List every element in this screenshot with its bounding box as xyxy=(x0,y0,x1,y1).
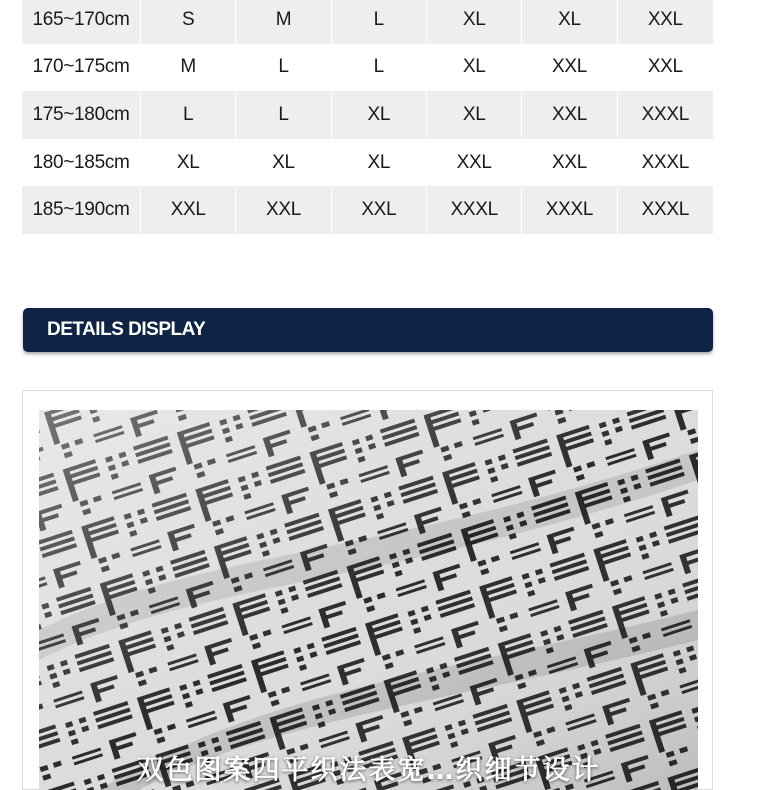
table-row xyxy=(22,0,713,44)
size-cell: XXL xyxy=(427,139,522,187)
size-chart-table xyxy=(22,0,713,234)
size-cell: XXL xyxy=(522,91,617,139)
size-cell: XL xyxy=(332,139,427,187)
details-display-banner xyxy=(23,308,713,352)
fabric-pattern-image xyxy=(39,410,698,790)
size-cell: XL xyxy=(332,91,427,139)
size-cell: XXL xyxy=(618,0,713,44)
height-cell: 185~190cm xyxy=(22,186,141,234)
size-cell: XXXL xyxy=(618,186,713,234)
size-cell: L xyxy=(332,44,427,92)
details-title: DETAILS DISPLAY xyxy=(47,319,206,340)
size-cell: XXL xyxy=(236,186,331,234)
height-cell: 170~175cm xyxy=(22,44,141,92)
size-cell: XL xyxy=(236,139,331,187)
size-cell: XXXL xyxy=(618,139,713,187)
size-cell: L xyxy=(236,44,331,92)
size-cell: XL xyxy=(522,0,617,44)
table-row xyxy=(22,186,713,234)
size-cell: XXXL xyxy=(427,186,522,234)
height-cell: 180~185cm xyxy=(22,139,141,187)
table-row xyxy=(22,91,713,139)
size-cell: XL xyxy=(141,139,236,187)
size-cell: L xyxy=(236,91,331,139)
fabric-detail-photo xyxy=(39,410,698,790)
size-cell: M xyxy=(236,0,331,44)
size-cell: XXL xyxy=(141,186,236,234)
size-cell: S xyxy=(141,0,236,44)
size-cell: XXL xyxy=(522,139,617,187)
table-row xyxy=(22,139,713,187)
height-cell: 165~170cm xyxy=(22,0,141,44)
product-photo-frame xyxy=(22,390,713,790)
size-cell: L xyxy=(332,0,427,44)
fabric-caption: 双色图案四平织法表宽…织细节设计 xyxy=(136,755,601,786)
table-row xyxy=(22,44,713,92)
size-cell: XXXL xyxy=(522,186,617,234)
size-cell: XXL xyxy=(522,44,617,92)
size-cell: XL xyxy=(427,44,522,92)
size-cell: M xyxy=(141,44,236,92)
size-cell: XL xyxy=(427,0,522,44)
size-cell: XL xyxy=(427,91,522,139)
size-cell: L xyxy=(141,91,236,139)
size-cell: XXXL xyxy=(618,91,713,139)
size-cell: XXL xyxy=(332,186,427,234)
size-cell: XXL xyxy=(618,44,713,92)
height-cell: 175~180cm xyxy=(22,91,141,139)
